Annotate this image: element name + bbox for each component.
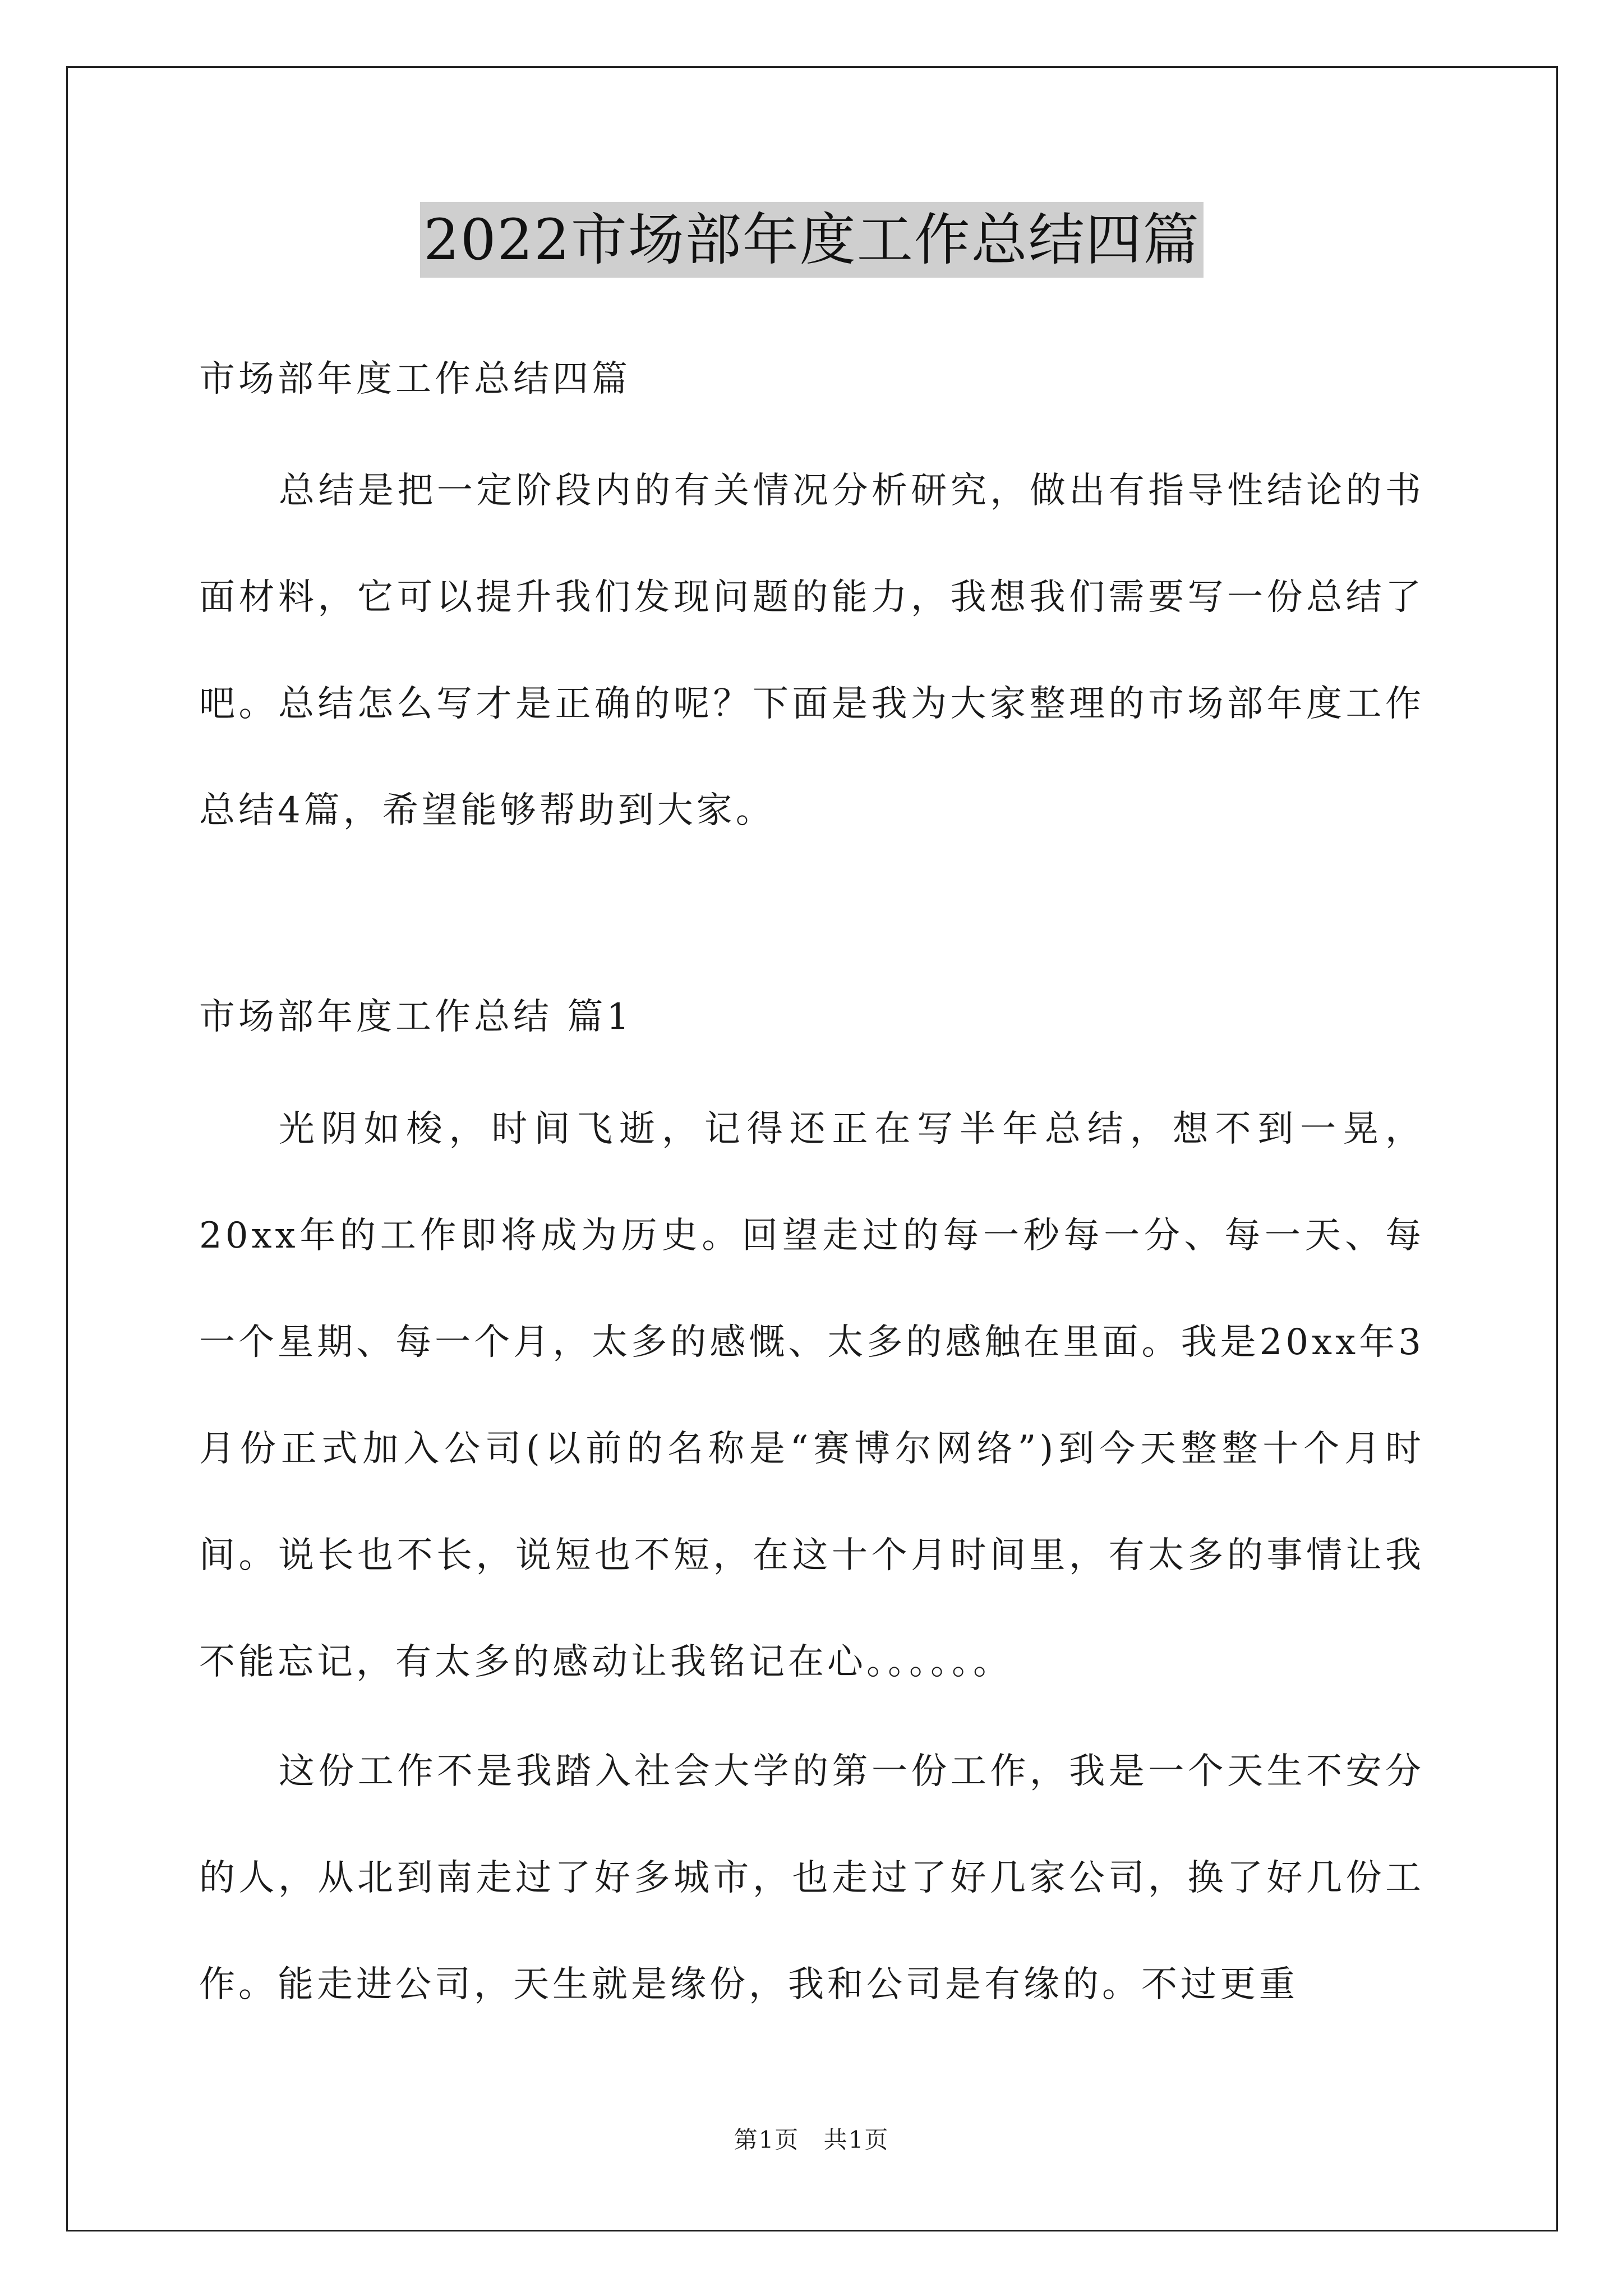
page-number-total: 共1页 [823,2126,889,2154]
intro-paragraph: 总结是把一定阶段内的有关情况分析研究，做出有指导性结论的书面材料，它可以提升我们发现问题的能力，我想我们需要写一份总结了吧。总结怎么写才是正确的呢？下面是我为大家整理的市场部年度工作总结4篇，希望能够帮助到大家。 [199,470,1424,831]
section-1-paragraph-2: 这份工作不是我踏入社会大学的第一份工作，我是一个天生不安分的人，从北到南走过了好多城市，也走过了好几家公司，换了好几份工作。能走进公司，天生就是缘份，我和公司是有缘的。不过更重 [199,1751,1424,2005]
page-footer [0,2123,1623,2157]
section-1-paragraph-1: 光阴如梭，时间飞逝，记得还正在写半年总结，想不到一晃，20xx年的工作即将成为历史。回望走过的每一秒每一分、每一天、每一个星期、每一个月，太多的感慨、太多的感触在里面。我是20xx年3月份正式加入公司(以前的名称是“赛博尔网络”)到今天整整十个月时间。说长也不长，说短也不短，在这十个月时间里，有太多的事情让我不能忘记，有太多的感动让我铭记在心。。。。。。 [199,1108,1424,1683]
document-subtitle: 市场部年度工作总结四篇 [199,358,631,400]
document-title: 2022市场部年度工作总结四篇 [420,202,1204,278]
page-number-current: 第1页 [734,2126,800,2154]
title-wrapper [199,202,1424,278]
section-1-heading: 市场部年度工作总结 篇1 [199,996,633,1038]
